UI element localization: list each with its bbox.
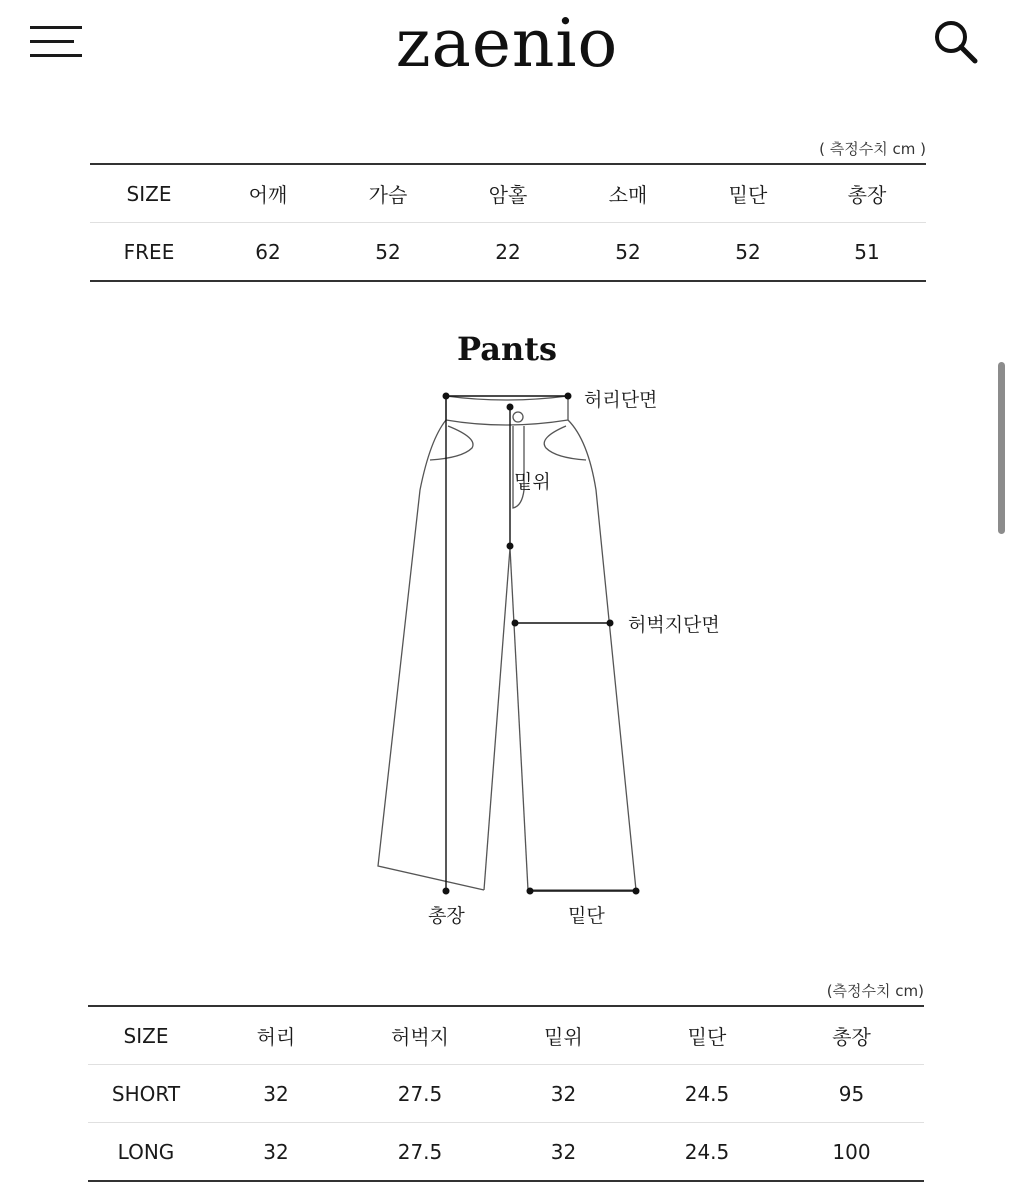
- pants-title: Pants: [457, 330, 557, 368]
- column-header: 암홀: [448, 164, 568, 223]
- table-cell: SHORT: [88, 1065, 204, 1123]
- table-row: [88, 1123, 924, 1182]
- column-header: 총장: [808, 164, 926, 223]
- label-waist: 허리단면: [584, 389, 658, 411]
- column-header: 허벅지: [348, 1006, 492, 1065]
- pants-size-table: [88, 1005, 924, 1182]
- pants-outline: [378, 396, 636, 890]
- table-cell: 52: [568, 223, 688, 282]
- brand-logo[interactable]: zaenio: [395, 5, 619, 82]
- column-header: SIZE: [90, 164, 208, 223]
- table-cell: 52: [688, 223, 808, 282]
- scrollbar-thumb[interactable]: [998, 362, 1005, 534]
- measurement-points: [443, 393, 640, 895]
- column-header: SIZE: [88, 1006, 204, 1065]
- pants-measurement-diagram: [350, 380, 750, 940]
- table-cell: LONG: [88, 1123, 204, 1182]
- table-cell: 51: [808, 223, 926, 282]
- table-cell: 24.5: [635, 1123, 779, 1182]
- column-header: 밑단: [688, 164, 808, 223]
- table-row: [90, 223, 926, 282]
- table-cell: FREE: [90, 223, 208, 282]
- table-cell: 62: [208, 223, 328, 282]
- column-header: 허리: [204, 1006, 348, 1065]
- table-cell: 32: [204, 1123, 348, 1182]
- table-header-row: [88, 1006, 924, 1065]
- column-header: 밑단: [635, 1006, 779, 1065]
- unit-note-bottom: (측정수치 cm): [826, 982, 924, 1000]
- search-icon[interactable]: [930, 16, 980, 66]
- column-header: 가슴: [328, 164, 448, 223]
- label-thigh: 허벅지단면: [628, 614, 720, 636]
- table-cell: 100: [779, 1123, 924, 1182]
- label-hem: 밑단: [568, 905, 605, 927]
- label-length: 총장: [428, 905, 465, 927]
- column-header: 총장: [779, 1006, 924, 1065]
- table-cell: 24.5: [635, 1065, 779, 1123]
- table-cell: 27.5: [348, 1123, 492, 1182]
- table-cell: 52: [328, 223, 448, 282]
- label-rise: 밑위: [514, 471, 551, 493]
- table-cell: 27.5: [348, 1065, 492, 1123]
- column-header: 밑위: [492, 1006, 635, 1065]
- unit-note-top: ( 측정수치 cm ): [819, 140, 926, 156]
- table-cell: 32: [492, 1123, 635, 1182]
- table-row: [88, 1065, 924, 1123]
- top-app-bar: [0, 0, 1014, 100]
- column-header: 소매: [568, 164, 688, 223]
- column-header: 어깨: [208, 164, 328, 223]
- top-size-table: [90, 163, 926, 282]
- table-cell: 32: [204, 1065, 348, 1123]
- table-cell: 32: [492, 1065, 635, 1123]
- table-header-row: [90, 164, 926, 223]
- table-cell: 22: [448, 223, 568, 282]
- table-cell: 95: [779, 1065, 924, 1123]
